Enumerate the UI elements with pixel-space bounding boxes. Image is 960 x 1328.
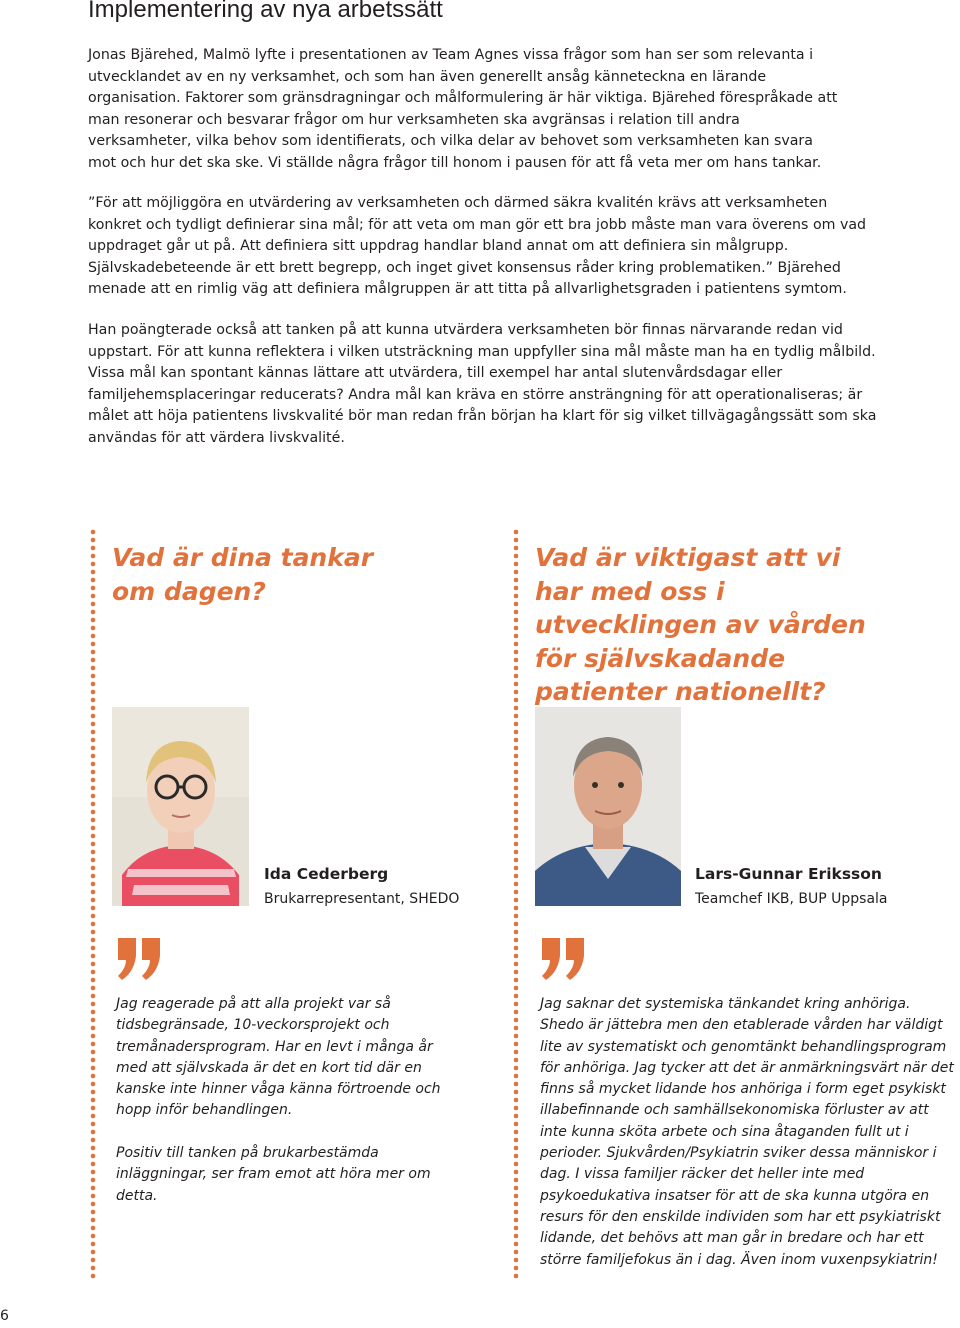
article-paragraph-2: ”För att möjliggöra en utvärdering av verksamheten och därmed säkra kvalitén krävs att verksamheten konkret och tydligt definierar sina mål; för att veta om man gör ett bra jobb måste man vara överens om vad uppdraget går ut på. Att definiera sitt uppdrag handlar bland annat om att definiera sin målgrupp. Självskadebeteende är ett brett begrepp, och inget givet konsensus råder kring problematiken.” Bjärehed menade att en rimlig väg att definiera målgruppen är att titta på allvarlighetsgraden i patientens symtom. [88,195,867,297]
person-role-lars-gunnar-eriksson: Teamchef IKB, BUP Uppsala [695,891,888,907]
person-name-lars-gunnar-eriksson: Lars-Gunnar Eriksson [695,865,882,883]
dotted-divider-right [513,528,519,1280]
quote-text-ida-2: Positiv till tanken på brukarbestämda inläggningar, ser fram emot att höra mer om detta. [116,1145,431,1204]
portrait-photo-ida-cederberg [112,707,249,906]
page-number: 6 [0,1308,9,1324]
article-paragraph-1: Jonas Bjärehed, Malmö lyfte i presentationen av Team Agnes vissa frågor som han ser som relevanta i utvecklandet av en ny verksamhet, och som han även generellt ansåg känneteckna en lärande organisation. Faktorer som gränsdragningar och målformulering är här viktiga. Bjärehed förespråkade att man resonerar och besvarar frågor om hur verksamheten ska avgränsas i relation till andra verksamheter, vilka behov som identifierats, och vilka delar av behovet som verksamheten kan svara mot och hur det ska ske. Vi ställde några frågor till honom i pausen för att få veta mer om hans tankar. [88,47,838,171]
question-right: Vad är viktigast att vi har med oss i utvecklingen av vården för självskadande patienter nationellt? [535,543,866,706]
quote-text-ida-1: Jag reagerade på att alla projekt var så tidsbegränsade, 10-veckorsprojekt och tremånadersprogram. Har en levt i många år med att självskada är det en kort tid där en kanske inte hinner våga känna förtroende och hopp inför behandlingen. [116,996,441,1119]
quote-mark-icon-right [540,938,586,984]
quote-text-lars-gunnar: Jag saknar det systemiska tänkandet kring anhöriga. Shedo är jättebra men den etablerade vården har väldigt lite av systematiskt och genomtänkt behandlingsprogram för anhöriga. Jag tycker att det är anmärkningsvärt när det finns så mycket lidande hos anhöriga i form eget psykiskt illabefinnande och samhällsekonomiska förluster av att inte kunna sköta arbete och sina åtaganden fullt ut i perioder. Sjukvården/Psykiatrin sviker dessa människor i dag. I vissa familjer räcker det heller inte med psykoedukativa insatser för att de ska kunna utgöra en resurs för den enskilde individen som har ett psykiatriskt lidande, det behövs att man går in bredare och har ett större familjefokus än i dag. Även inom vuxenpsykiatrin! [540,996,954,1268]
portrait-photo-lars-gunnar-eriksson [535,707,681,906]
article-heading: Implementering av nya arbetssätt [88,0,443,23]
person-name-ida-cederberg: Ida Cederberg [264,865,389,883]
question-left: Vad är dina tankar om dagen? [112,543,374,606]
quote-mark-icon-left [116,938,162,984]
dotted-divider-left [90,528,96,1280]
article-paragraph-3: Han poängterade också att tanken på att kunna utvärdera verksamheten bör finnas närvarande redan vid uppstart. För att kunna reflektera i vilken utsträckning man uppfyller sina mål måste man ha en tydlig målbild. Vissa mål kan spontant kännas lättare att utvärdera, till exempel har antal slutenvårdsdagar eller familjehemsplaceringar reducerats? Andra mål kan kräva en större ansträngning för att operationaliseras; är målet att höja patientens livskvalité bör man redan från början ha klart för sig vilket tillvägagångssätt som ska användas för att värdera livskvalité. [88,322,877,446]
person-role-ida-cederberg: Brukarrepresentant, SHEDO [264,891,460,907]
